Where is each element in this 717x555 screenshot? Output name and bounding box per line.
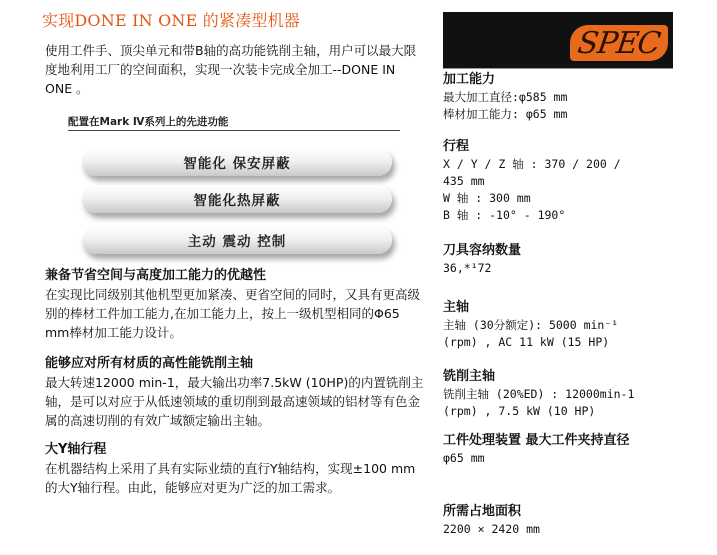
spec-milling-spindle bbox=[443, 368, 683, 420]
spec-value: 最大加工直径:φ585 mm bbox=[443, 90, 568, 104]
spec-heading: 铣削主轴 bbox=[443, 369, 496, 384]
spec-value: W 轴 : 300 mm bbox=[443, 191, 531, 205]
spec-value: (rpm) , 7.5 kW (10 HP) bbox=[443, 404, 596, 418]
spec-value: 主轴 (30分额定): 5000 min⁻¹ bbox=[443, 318, 619, 332]
section-space-saving bbox=[45, 266, 425, 342]
spec-value: 铣削主轴 (20%ED) : 12000min-1 bbox=[443, 387, 635, 401]
spec-heading: 行程 bbox=[443, 139, 470, 154]
feature-pill-safety: 智能化 保安屏蔽 bbox=[82, 148, 392, 176]
spec-value: 棒材加工能力: φ65 mm bbox=[443, 107, 568, 121]
spec-travel bbox=[443, 138, 683, 224]
left-column bbox=[40, 10, 425, 495]
spec-value: 2200 × 2420 mm bbox=[443, 522, 540, 536]
spec-workpiece-handling bbox=[443, 432, 683, 467]
spec-value: B 轴 : -10° - 190° bbox=[443, 208, 566, 222]
spec-heading: 刀具容纳数量 bbox=[443, 243, 522, 258]
spec-heading: 工件处理装置 最大工件夹持直径 bbox=[443, 433, 630, 448]
spec-machining-capacity bbox=[443, 71, 683, 123]
spec-divider bbox=[443, 68, 673, 69]
spec-value: φ65 mm bbox=[443, 451, 485, 465]
feature-divider bbox=[68, 130, 400, 131]
spec-heading: 加工能力 bbox=[443, 72, 496, 87]
feature-panel bbox=[68, 114, 400, 272]
spec-value: (rpm) , AC 11 kW (15 HP) bbox=[443, 335, 610, 349]
spec-floor-space bbox=[443, 503, 683, 538]
section-heading: 兼备节省空间与高度加工能力的优越性 bbox=[45, 268, 267, 283]
spec-value: 36,*¹72 bbox=[443, 261, 492, 275]
spec-logo bbox=[570, 25, 668, 61]
section-body: 在机器结构上采用了具有实际业绩的直行Y轴结构，实现±100 mm 的大Y轴行程。由此，能够应对更为广泛的加工需求。 bbox=[45, 461, 416, 495]
section-heading: 能够应对所有材质的高性能铣削主轴 bbox=[45, 356, 254, 371]
spec-heading: 所需占地面积 bbox=[443, 504, 522, 519]
feature-pill-vibration: 主动 震动 控制 bbox=[82, 226, 392, 254]
section-y-axis bbox=[45, 440, 425, 497]
spec-main-spindle bbox=[443, 299, 683, 351]
spec-tool-capacity bbox=[443, 242, 683, 277]
intro-paragraph: 使用工件手、顶尖单元和带B轴的高功能铣削主轴，用户可以最大限度地利用工厂的空间面积，实现一次装卡完成全加工--DONE IN ONE 。 bbox=[45, 43, 417, 96]
feature-caption: 配置在Mark Ⅳ系列上的先进功能 bbox=[68, 116, 229, 128]
spec-value: X / Y / Z 轴 : 370 / 200 / bbox=[443, 157, 621, 171]
intro-text bbox=[45, 41, 425, 98]
page-title: 实现DONE IN ONE 的紧凑型机器 bbox=[42, 11, 301, 30]
section-body: 在实现比同级别其他机型更加紧凑、更省空间的同时，又具有更高级别的棒材工件加工能力,在加工能力上，按上一级机型相同的Φ65 mm棒材加工能力设计。 bbox=[45, 287, 421, 340]
section-body: 最大转速12000 min-1，最大输出功率7.5kW (10HP)的内置铣削主轴，是可以对应于从低速领域的重切削到最高速领域的铝材等有色金属的高速切削的有效广域额定输出主轴。 bbox=[45, 375, 424, 428]
spec-logo-text: SPEC bbox=[575, 25, 663, 61]
section-heading: 大Y轴行程 bbox=[45, 442, 107, 457]
feature-pill-thermal: 智能化热屏蔽 bbox=[82, 185, 392, 213]
spec-header-bar bbox=[443, 12, 673, 68]
spec-value: 435 mm bbox=[443, 174, 485, 188]
section-milling-spindle bbox=[45, 354, 425, 430]
spec-heading: 主轴 bbox=[443, 300, 470, 315]
